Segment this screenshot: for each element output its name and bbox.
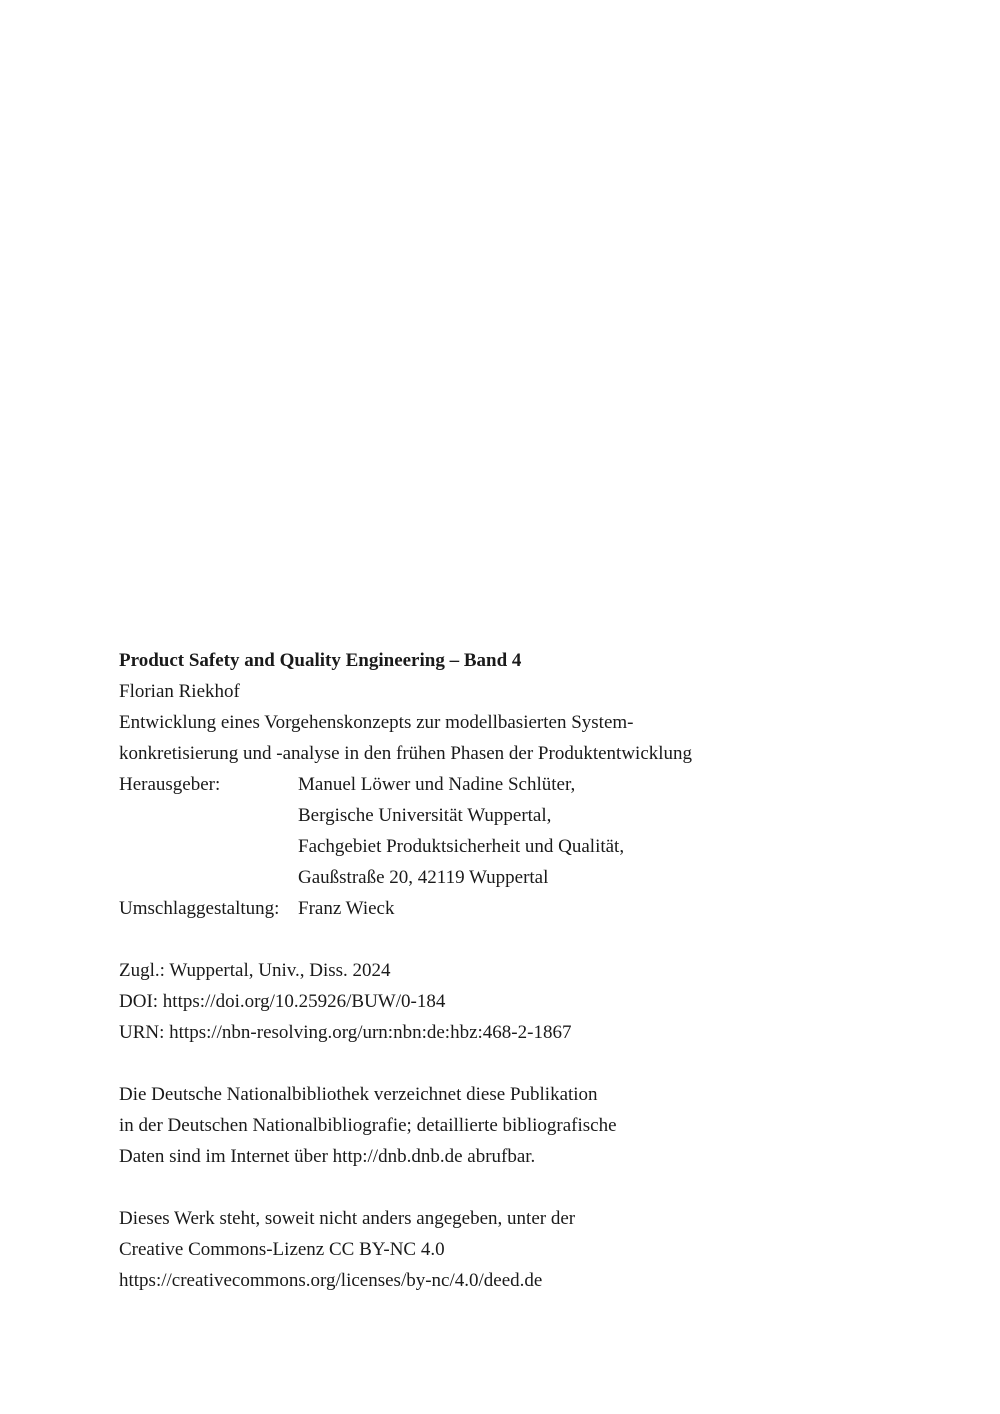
editors-row [119,800,879,831]
book-title-line-2: konkretisierung und -analyse in den frühen Phasen der Produktentwicklung [119,743,693,764]
urn-line[interactable]: URN: https://nbn-resolving.org/urn:nbn:de:hbz:468-2-1867 [119,1022,572,1043]
series-title: Product Safety and Quality Engineering – Band 4 [119,650,522,671]
author-name: Florian Riekhof [119,681,240,702]
license-url[interactable]: https://creativecommons.org/licenses/by-nc/4.0/deed.de [119,1270,543,1291]
book-title-line-1: Entwicklung eines Vorgehenskonzepts zur modellbasierten System- [119,712,634,733]
spacer [119,1048,879,1079]
cover-design-value: Franz Wieck [298,898,395,919]
editors-line-3: Fachgebiet Produktsicherheit und Qualität, [298,836,625,857]
dissertation-note: Zugl.: Wuppertal, Univ., Diss. 2024 [119,960,391,981]
license-line-1: Dieses Werk steht, soweit nicht anders angegeben, unter der [119,1208,576,1229]
editors-label: Herausgeber: [119,774,221,795]
dnb-notice-line-2: in der Deutschen Nationalbibliografie; detaillierte bibliografische [119,1115,617,1136]
editors-row [119,831,879,862]
cover-design-label: Umschlaggestaltung: [119,898,280,919]
dnb-notice-line-1: Die Deutsche Nationalbibliothek verzeichnet diese Publikation [119,1084,598,1105]
editors-line-2: Bergische Universität Wuppertal, [298,805,552,826]
editors-row [119,769,879,800]
doi-line[interactable]: DOI: https://doi.org/10.25926/BUW/0-184 [119,991,446,1012]
imprint-block [119,645,879,1296]
editors-row [119,862,879,893]
cover-design-row [119,893,879,924]
spacer [119,924,879,955]
license-line-2: Creative Commons-Lizenz CC BY-NC 4.0 [119,1239,445,1260]
editors-line-4: Gaußstraße 20, 42119 Wuppertal [298,867,549,888]
dnb-notice-line-3[interactable]: Daten sind im Internet über http://dnb.dnb.de abrufbar. [119,1146,536,1167]
spacer [119,1172,879,1203]
editors-line-1: Manuel Löwer und Nadine Schlüter, [298,774,576,795]
